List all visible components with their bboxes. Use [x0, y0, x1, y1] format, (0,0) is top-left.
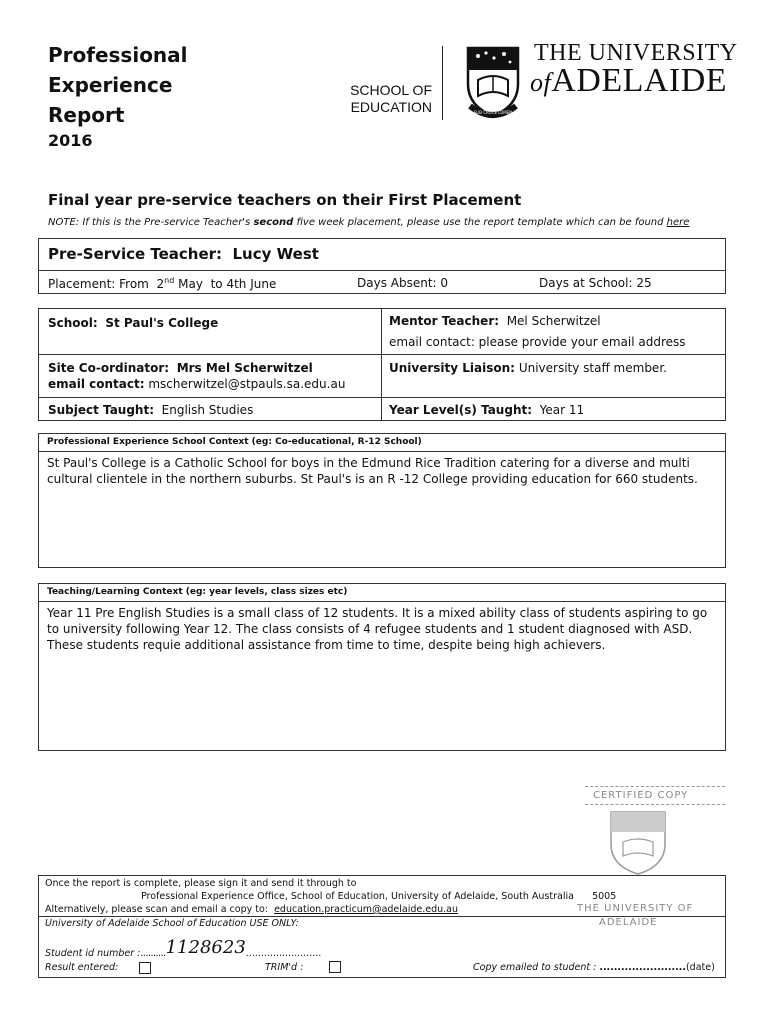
template-note: NOTE: If this is the Pre-service Teacher's second five week placement, please use the report template which can be found here — [48, 217, 690, 228]
student-id-handwritten: 1128623 — [165, 937, 246, 958]
university-name-line-1: THE UNIVERSITY — [534, 40, 738, 66]
footer-box — [38, 875, 726, 978]
university-name-line-2: ofADELAIDE — [530, 62, 728, 99]
copy-emailed-field: Copy emailed to student : ........................(date) — [473, 962, 715, 973]
teacher-name: Pre-Service Teacher: Lucy West — [48, 245, 319, 263]
university-liaison-field: University Liaison: University staff member. — [389, 361, 667, 375]
title-line-2: Experience — [48, 73, 173, 97]
practicum-email-link[interactable]: education.practicum@adelaide.edu.au — [274, 904, 459, 915]
year-level-field: Year Level(s) Taught: Year 11 — [389, 403, 585, 417]
stamp-certified: CERTIFIED COPY — [593, 790, 689, 801]
university-crest-icon — [464, 44, 522, 120]
teaching-context-box — [38, 583, 726, 751]
school-context-box — [38, 433, 726, 568]
school-context-text: St Paul's College is a Catholic School for boys in the Edmund Rice Tradition catering for a diverse and multi cultural clientele in the northern suburbs. St Paul's is an R -12 College providing education for 660 students. — [47, 456, 698, 486]
site-coordinator-email: email contact: mscherwitzel@stpauls.sa.edu.au — [48, 377, 346, 391]
school-of-education: SCHOOL OF EDUCATION — [350, 82, 432, 115]
svg-text:SUB CRUCE LUMEN: SUB CRUCE LUMEN — [473, 110, 513, 115]
teacher-box — [38, 238, 726, 294]
stamp-crest-icon — [607, 808, 669, 878]
school-context-label: Professional Experience School Context (eg: Co-educational, R-12 School) — [47, 437, 422, 447]
footer-alternative: Alternatively, please scan and email a copy to: education.practicum@adelaide.edu.au — [45, 904, 459, 915]
trim-checkbox[interactable] — [329, 961, 341, 973]
teaching-context-label: Teaching/Learning Context (eg: year levels, class sizes etc) — [47, 587, 348, 597]
footer-address: Professional Experience Office, School of Education, University of Adelaide, South Australia 5005 — [141, 891, 617, 902]
title-line-1: Professional — [48, 43, 188, 67]
days-absent: Days Absent: 0 — [357, 276, 449, 290]
template-link[interactable]: here — [666, 217, 690, 228]
mentor-field: Mentor Teacher: Mel Scherwitzel — [389, 314, 601, 328]
report-title — [48, 40, 188, 130]
footer-instruction: Once the report is complete, please sign it and send it through to — [45, 878, 357, 889]
details-table — [38, 308, 726, 421]
use-only-label: University of Adelaide School of Education USE ONLY: — [45, 918, 299, 929]
trim-field: TRIM'd : — [265, 962, 304, 973]
student-id-field: Student id number :..........1128623......................... — [45, 937, 322, 959]
stamp-university: THE UNIVERSITY OF — [577, 903, 694, 914]
title-line-3: Report — [48, 103, 125, 127]
result-entered-field: Result entered: — [45, 962, 119, 973]
subject-field: Subject Taught: English Studies — [48, 403, 254, 417]
teaching-context-text: Year 11 Pre English Studies is a small class of 12 students. It is a mixed ability class of students aspiring to go to university following Year 12. The class consists of 4 refugee students and 1 student diagnosed with ASD. These students requie additional assistance from time to time, despite being high achievers. — [47, 606, 708, 652]
days-at-school: Days at School: 25 — [539, 276, 652, 290]
result-entered-checkbox[interactable] — [139, 962, 151, 974]
school-field: School: St Paul's College — [48, 316, 219, 330]
placement-dates: Placement: From 2nd May to 4th June — [48, 276, 277, 291]
placement-subheading: Final year pre-service teachers on their First Placement — [48, 191, 522, 209]
site-coordinator-field: Site Co-ordinator: Mrs Mel Scherwitzel — [48, 361, 313, 375]
report-year: 2016 — [48, 131, 93, 150]
header-divider — [442, 46, 443, 120]
mentor-email: email contact: please provide your email address — [389, 335, 686, 349]
stamp-adelaide: ADELAIDE — [599, 917, 658, 928]
